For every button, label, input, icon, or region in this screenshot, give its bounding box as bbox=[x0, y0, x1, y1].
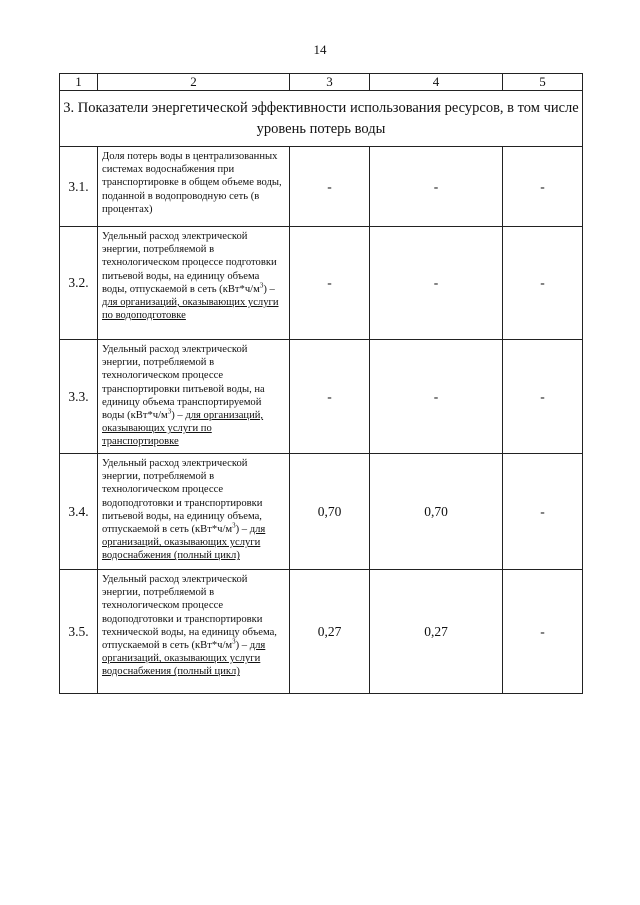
row-description bbox=[98, 454, 290, 570]
table-row bbox=[60, 570, 583, 694]
description-text: Доля потерь воды в централизованных системах водоснабжения при транспортировке в общем объеме воды, поданной в водопроводную сеть (в процентах) bbox=[102, 151, 282, 215]
header-col-4: 4 bbox=[370, 74, 503, 91]
description-tail: ) – bbox=[235, 640, 250, 652]
table-header-row bbox=[60, 74, 583, 91]
row-description bbox=[98, 570, 290, 694]
value-col-4: 0,27 bbox=[370, 570, 503, 694]
page-number: 14 bbox=[313, 42, 327, 57]
row-number: 3.1. bbox=[60, 147, 98, 227]
description-underlined: для организаций, оказывающих услуги водоснабжения (полный цикл) bbox=[102, 524, 266, 562]
header-col-3: 3 bbox=[290, 74, 370, 91]
value-col-5: - bbox=[503, 227, 583, 340]
value-col-4: - bbox=[370, 340, 503, 454]
row-description bbox=[98, 227, 290, 340]
table-row bbox=[60, 227, 583, 340]
value-col-5: - bbox=[503, 340, 583, 454]
value-col-5: - bbox=[503, 570, 583, 694]
description-text: Удельный расход электрической энергии, потребляемой в технологическом процессе подготовки питьевой воды, на единицу объема воды, отпускаемой в сеть (кВт*ч/м bbox=[102, 231, 277, 295]
row-description bbox=[98, 340, 290, 454]
description-underlined: для организаций, оказывающих услуги по водоподготовке bbox=[102, 297, 279, 322]
value-col-3: 0,27 bbox=[290, 570, 370, 694]
value-col-4: - bbox=[370, 147, 503, 227]
header-col-5: 5 bbox=[503, 74, 583, 91]
table-row bbox=[60, 147, 583, 227]
description-underlined: для организаций, оказывающих услуги по транспортировке bbox=[102, 410, 264, 448]
superscript: 3 bbox=[232, 637, 236, 646]
row-number: 3.3. bbox=[60, 340, 98, 454]
description-text: Удельный расход электрической энергии, потребляемой в технологическом процессе водоподготовки и транспортировки технической воды, на единицу объема, отпускаемой в сеть (кВт*ч/м bbox=[102, 574, 277, 652]
value-col-3: - bbox=[290, 227, 370, 340]
description-tail: ) – bbox=[171, 410, 186, 422]
value-col-3: 0,70 bbox=[290, 454, 370, 570]
table-row bbox=[60, 340, 583, 454]
value-col-3: - bbox=[290, 147, 370, 227]
superscript: 3 bbox=[259, 281, 264, 290]
table-row bbox=[60, 454, 583, 570]
row-description bbox=[98, 147, 290, 227]
row-number: 3.2. bbox=[60, 227, 98, 340]
row-number: 3.5. bbox=[60, 570, 98, 694]
description-tail: ) – bbox=[235, 524, 250, 536]
section-title: 3. Показатели энергетической эффективности использования ресурсов, в том числе уровень потерь воды bbox=[60, 91, 583, 147]
header-col-2: 2 bbox=[98, 74, 290, 91]
description-underlined: для организаций, оказывающих услуги водоснабжения (полный цикл) bbox=[102, 640, 266, 678]
header-col-1: 1 bbox=[60, 74, 98, 91]
value-col-5: - bbox=[503, 147, 583, 227]
value-col-3: - bbox=[290, 340, 370, 454]
value-col-5: - bbox=[503, 454, 583, 570]
section-row bbox=[60, 91, 583, 147]
description-text: Удельный расход электрической энергии, потребляемой в технологическом процессе водоподготовки и транспортировки питьевой воды, на единицу объема, отпускаемой в сеть (кВт*ч/м bbox=[102, 458, 263, 536]
description-tail: ) – bbox=[263, 283, 275, 295]
superscript: 3 bbox=[232, 521, 236, 530]
value-col-4: - bbox=[370, 227, 503, 340]
superscript: 3 bbox=[167, 407, 172, 416]
indicators-table bbox=[59, 73, 583, 694]
value-col-4: 0,70 bbox=[370, 454, 503, 570]
row-number: 3.4. bbox=[60, 454, 98, 570]
description-text: Удельный расход электрической энергии, потребляемой в технологическом процессе транспортировки питьевой воды, на единицу объема транспортируемой воды (кВт*ч/м bbox=[102, 344, 265, 422]
